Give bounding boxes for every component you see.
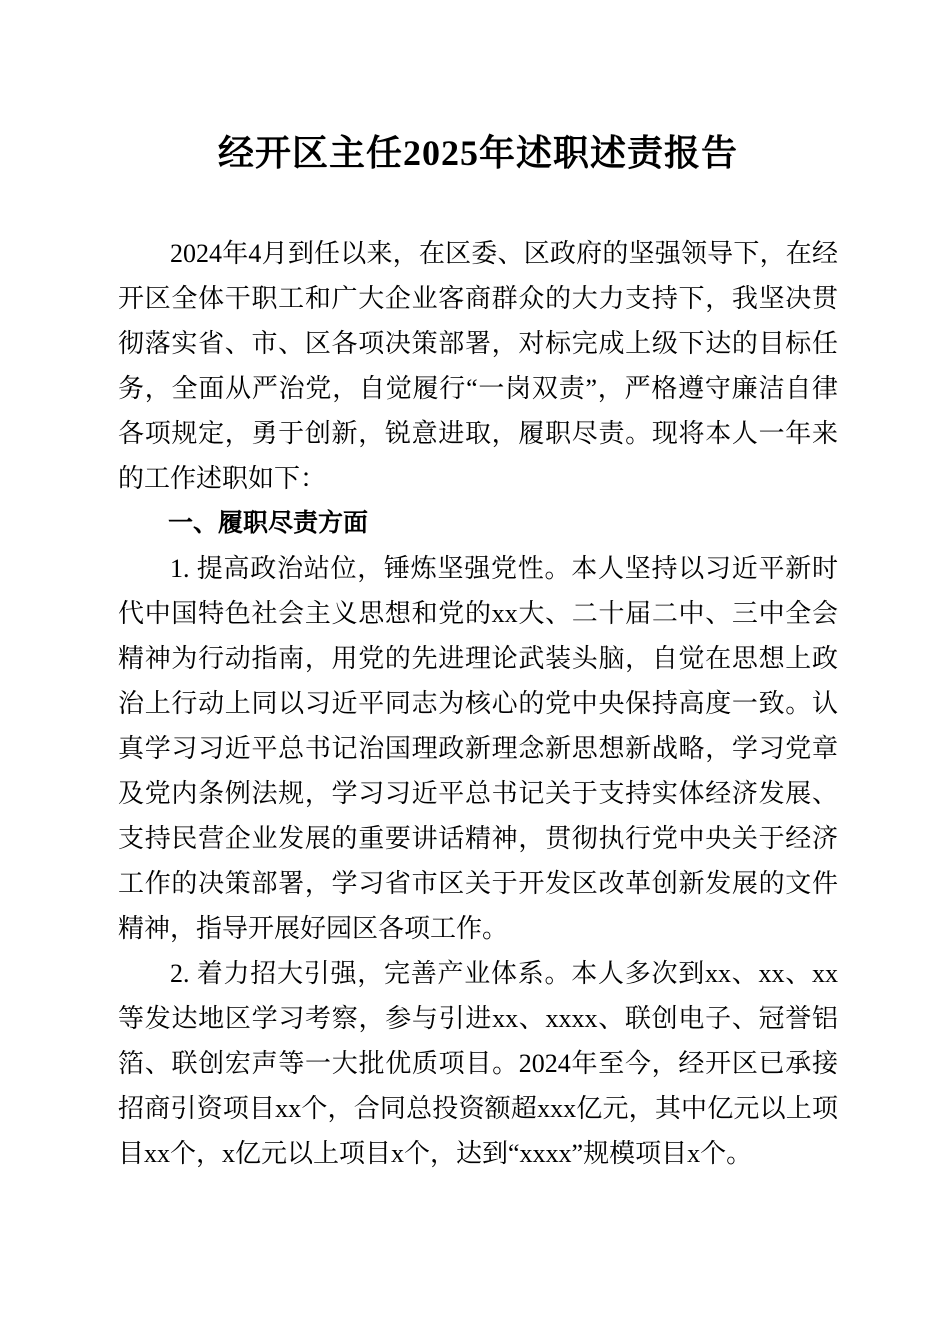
document-title: 经开区主任2025年述职述责报告 [217, 133, 738, 173]
paragraph-point-1: 1. 提高政治站位，锤炼坚强党性。本人坚持以习近平新时代中国特色社会主义思想和党的xx大、二十届二中、三中全会精神为行动指南，用党的先进理论武装头脑，自觉在思想上政治上行动上同以习近平同志为核心的党中央保持高度一致。认真学习习近平总书记治国理政新理念新思想新战略，学习党章及党内条例法规，学习习近平总书记关于支持实体经济发展、支持民营企业发展的重要讲话精神，贯彻执行党中央关于经济工作的决策部署，学习省市区关于开发区改革创新发展的文件精神，指导开展好园区各项工作。 [118, 554, 838, 944]
section-heading-1: 一、履职尽责方面 [168, 509, 369, 538]
paragraph-point-2: 2. 着力招大引强，完善产业体系。本人多次到xx、xx、xx等发达地区学习考察，参与引进xx、xxxx、联创电子、冠誉铝箔、联创宏声等一大批优质项目。2024年至今，经开区已承接招商引资项目xx个，合同总投资额超xxx亿元，其中亿元以上项目xx个，x亿元以上项目x个，达到“xxxx”规模项目x个。 [118, 959, 838, 1169]
paragraph-intro: 2024年4月到任以来，在区委、区政府的坚强领导下，在经开区全体干职工和广大企业客商群众的大力支持下，我坚决贯彻落实省、市、区各项决策部署，对标完成上级下达的目标任务，全面从严治党，自觉履行“一岗双责”，严格遵守廉洁自律各项规定，勇于创新，锐意进取，履职尽责。现将本人一年来的工作述职如下： [118, 239, 838, 494]
